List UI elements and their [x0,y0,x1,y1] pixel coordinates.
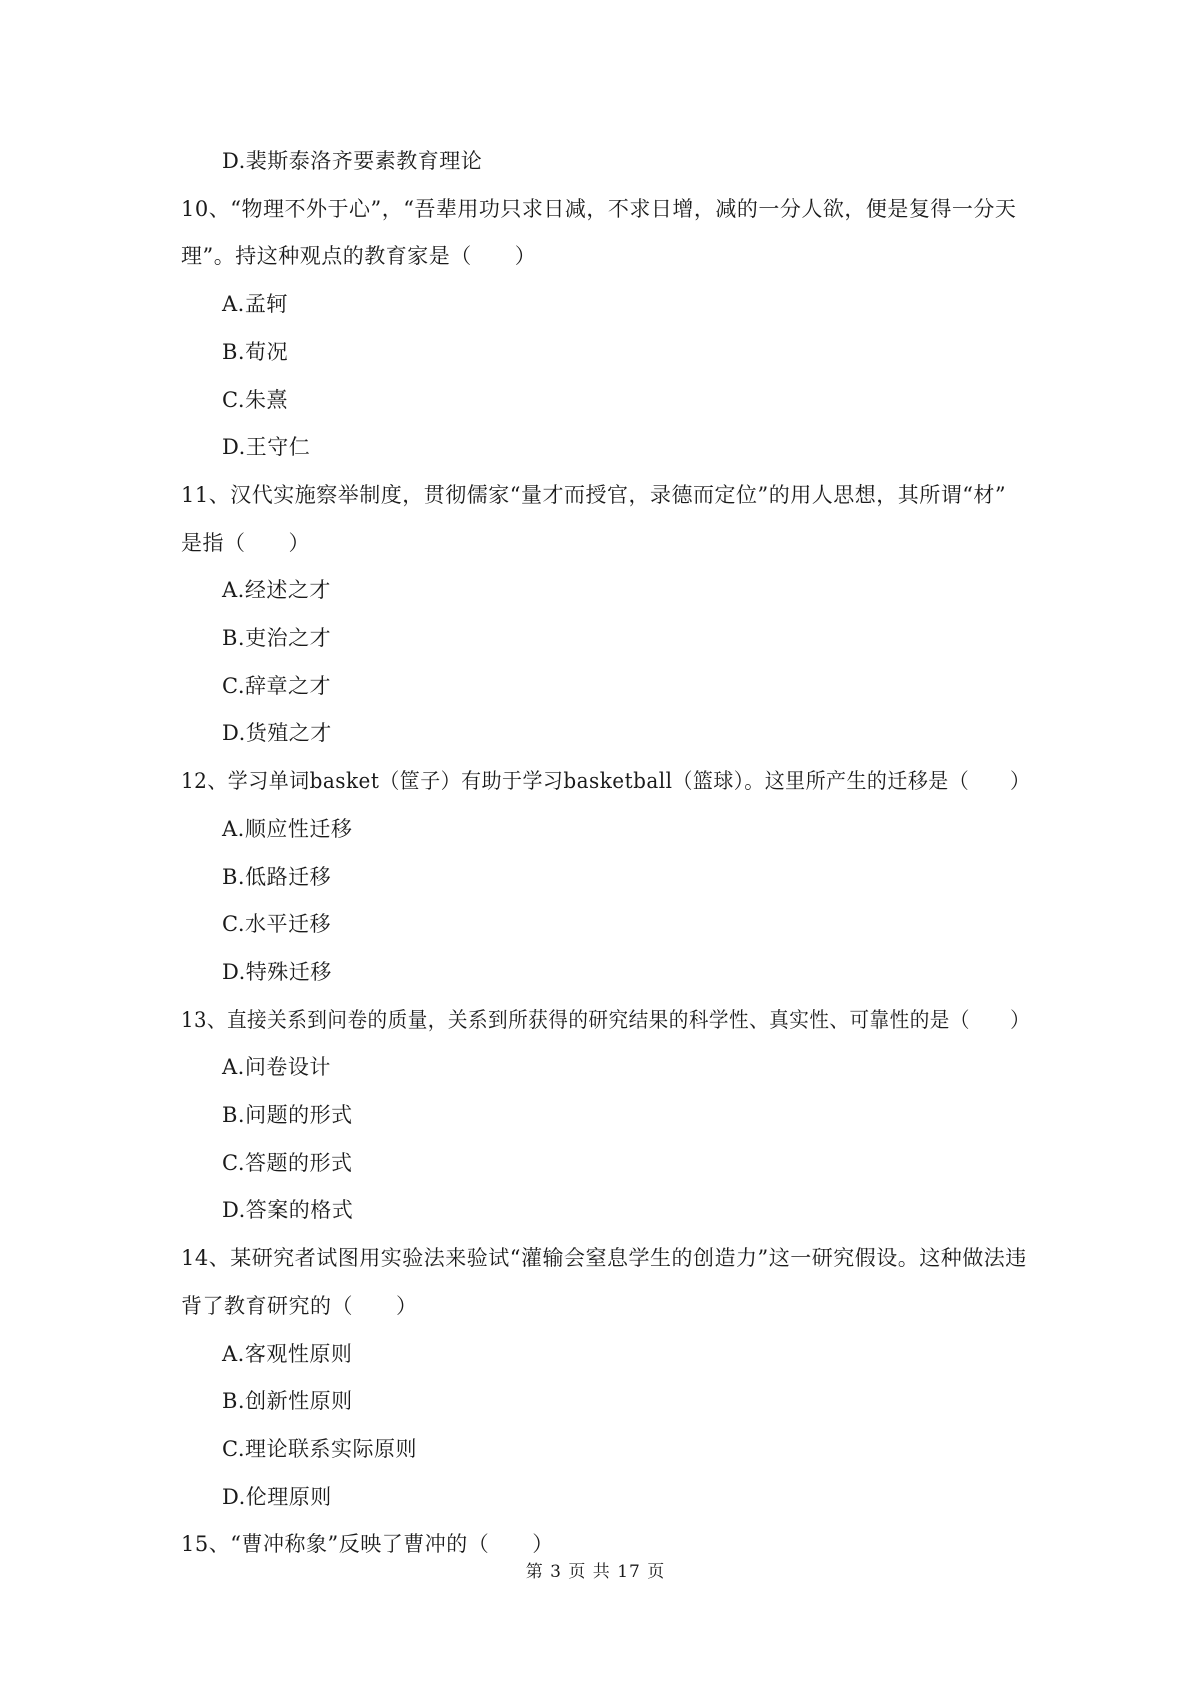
answer-option: A.客观性原则 [222,1341,353,1366]
question-stem-continued: 理”。持这种观点的教育家是（ ） [181,244,537,269]
question-stem: 13、直接关系到问卷的质量，关系到所获得的研究结果的科学性、真实性、可靠性的是（ ） [181,1007,1031,1032]
answer-option: A.经述之才 [222,578,331,603]
answer-option: D.特殊迁移 [222,959,332,984]
answer-option: B.创新性原则 [222,1389,353,1414]
question-stem: 15、“曹冲称象”反映了曹冲的（ ） [181,1532,554,1557]
answer-option: C.辞章之才 [222,673,331,698]
answer-option: C.答题的形式 [222,1150,353,1175]
answer-option: B.问题的形式 [222,1103,353,1127]
answer-option: D.货殖之才 [222,721,332,746]
question-stem: 12、学习单词basket（筐子）有助于学习basketball（篮球）。这里所产生的迁移是（ ） [181,769,1031,794]
answer-option: B.荀况 [222,339,289,364]
question-stem-continued: 是指（ ） [181,530,310,555]
answer-option: B.低路迁移 [222,864,332,889]
answer-option: D.答案的格式 [222,1198,354,1223]
answer-option: B.吏治之才 [222,626,332,650]
answer-option: C.朱熹 [222,387,288,412]
answer-option: D.裴斯泰洛齐要素教育理论 [222,149,483,173]
answer-option: D.王守仁 [222,435,311,460]
page-footer: 第 3 页 共 17 页 [525,1562,666,1582]
question-stem: 14、某研究者试图用实验法来验试“灌输会窒息学生的创造力”这一研究假设。这种做法违 [181,1246,1027,1271]
answer-option: C.水平迁移 [222,912,331,937]
question-stem-continued: 背了教育研究的（ ） [181,1293,418,1318]
answer-option: A.孟轲 [222,292,288,317]
answer-option: D.伦理原则 [222,1484,332,1509]
answer-option: A.顺应性迁移 [222,816,353,841]
answer-option: A.问卷设计 [222,1055,331,1080]
question-stem: 10、“物理不外于心”，“吾辈用功只求日减，不求日增，减的一分人欲，便是复得一分天 [181,196,1017,221]
question-stem: 11、汉代实施察举制度，贯彻儒家“量才而授官，录德而定位”的用人思想，其所谓“材” [181,482,1007,507]
answer-option: C.理论联系实际原则 [222,1436,417,1461]
